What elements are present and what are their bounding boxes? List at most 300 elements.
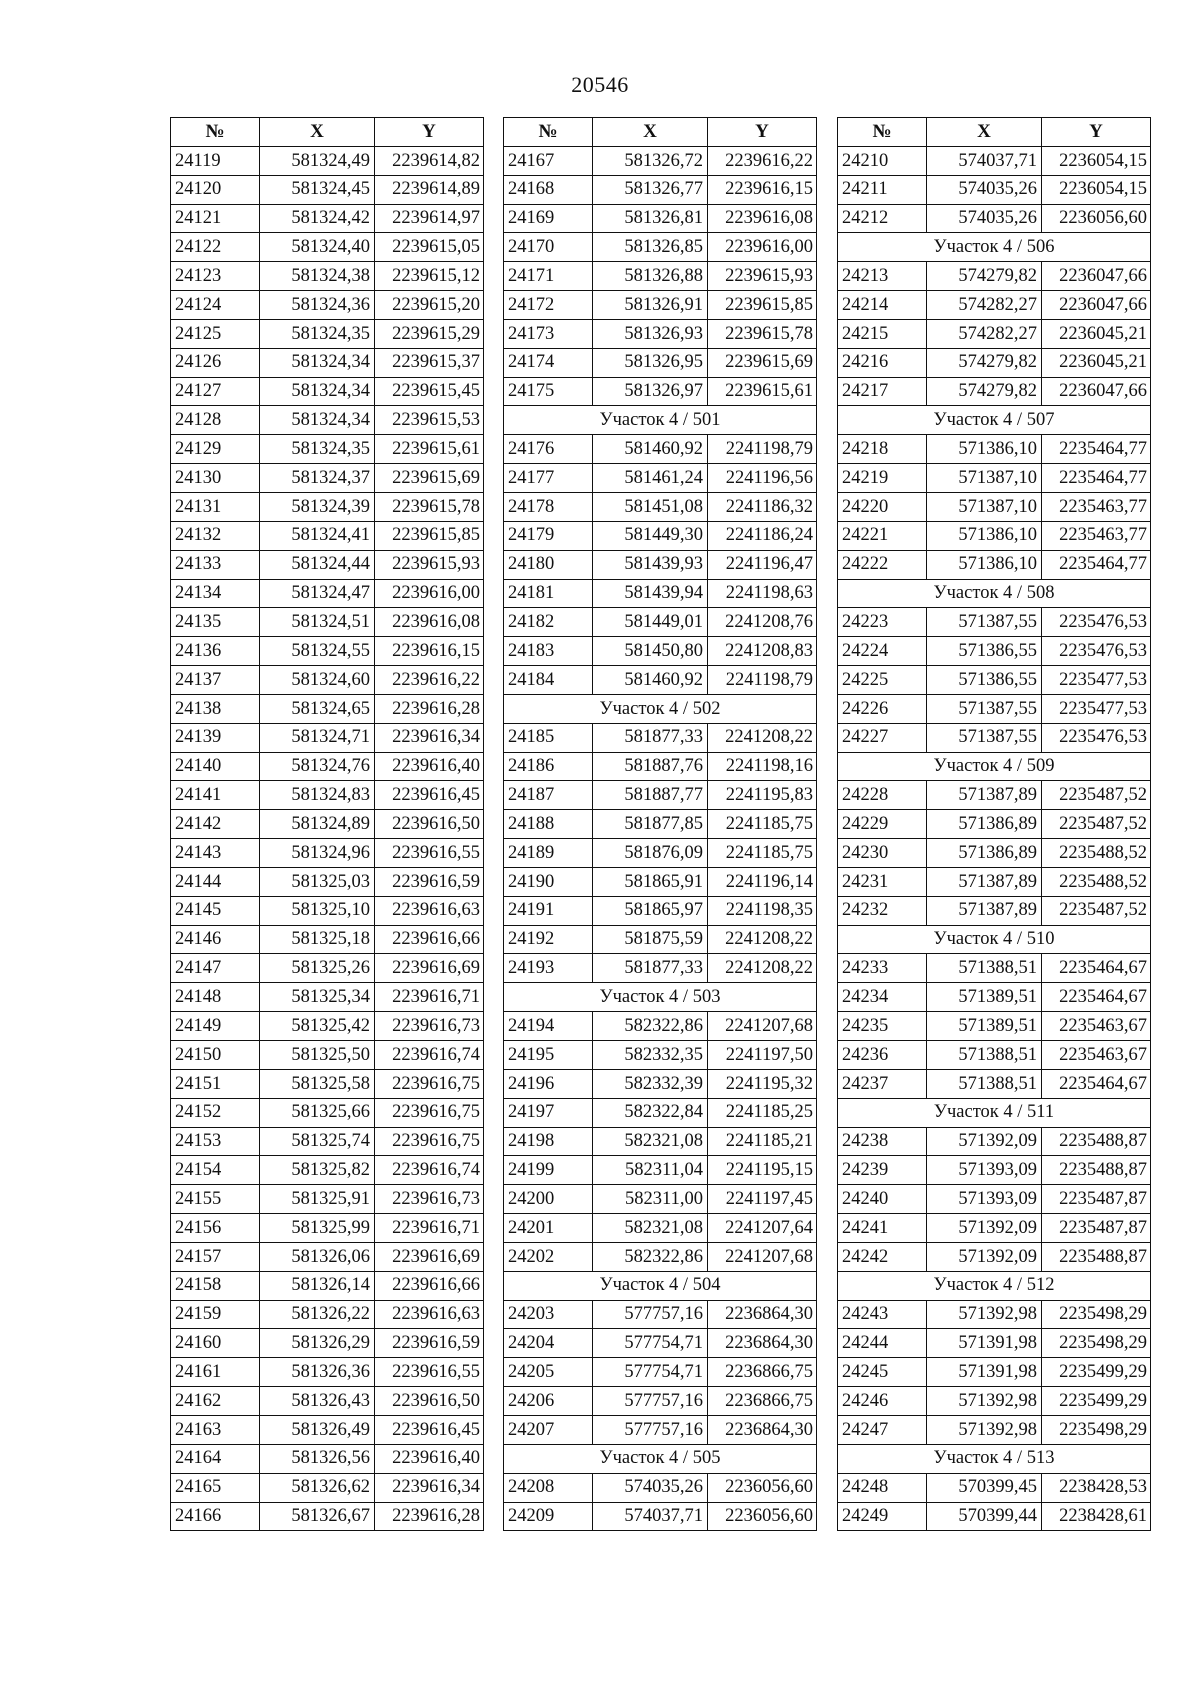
table-row — [504, 492, 817, 521]
table-row — [171, 752, 484, 781]
section-header-row — [838, 579, 1151, 608]
y-coordinate-cell: 2235464,77 — [1042, 435, 1151, 464]
y-coordinate-cell: 2239615,93 — [708, 262, 817, 291]
point-number-cell: 24241 — [838, 1214, 927, 1243]
x-coordinate-cell: 582322,86 — [593, 1012, 708, 1041]
table-row — [504, 752, 817, 781]
table-row — [504, 1242, 817, 1271]
x-coordinate-cell: 571386,89 — [927, 839, 1042, 868]
table-row — [171, 1473, 484, 1502]
point-number-cell: 24198 — [504, 1127, 593, 1156]
table-row — [838, 1041, 1151, 1070]
y-coordinate-cell: 2236045,21 — [1042, 348, 1151, 377]
table-row — [838, 896, 1151, 925]
table-row — [838, 983, 1151, 1012]
header-number: № — [838, 118, 927, 147]
y-coordinate-cell: 2241208,22 — [708, 925, 817, 954]
y-coordinate-cell: 2239616,69 — [375, 954, 484, 983]
y-coordinate-cell: 2241207,68 — [708, 1012, 817, 1041]
point-number-cell: 24202 — [504, 1242, 593, 1271]
table-row — [838, 1387, 1151, 1416]
y-coordinate-cell: 2239616,28 — [375, 1502, 484, 1531]
y-coordinate-cell: 2239615,93 — [375, 550, 484, 579]
point-number-cell: 24160 — [171, 1329, 260, 1358]
y-coordinate-cell: 2235477,53 — [1042, 694, 1151, 723]
y-coordinate-cell: 2236056,60 — [1042, 204, 1151, 233]
x-coordinate-cell: 581325,18 — [260, 925, 375, 954]
x-coordinate-cell: 581325,03 — [260, 867, 375, 896]
x-coordinate-cell: 581326,95 — [593, 348, 708, 377]
x-coordinate-cell: 574035,26 — [927, 175, 1042, 204]
x-coordinate-cell: 571392,09 — [927, 1127, 1042, 1156]
section-header-row — [504, 1271, 817, 1300]
point-number-cell: 24171 — [504, 262, 593, 291]
x-coordinate-cell: 581326,97 — [593, 377, 708, 406]
table-row — [504, 666, 817, 695]
y-coordinate-cell: 2241195,15 — [708, 1156, 817, 1185]
table-row — [171, 1185, 484, 1214]
x-coordinate-cell: 574282,27 — [927, 291, 1042, 320]
point-number-cell: 24188 — [504, 810, 593, 839]
header-x: X — [260, 118, 375, 147]
y-coordinate-cell: 2239616,63 — [375, 896, 484, 925]
point-number-cell: 24179 — [504, 521, 593, 550]
point-number-cell: 24139 — [171, 723, 260, 752]
point-number-cell: 24234 — [838, 983, 927, 1012]
point-number-cell: 24187 — [504, 781, 593, 810]
x-coordinate-cell: 577754,71 — [593, 1329, 708, 1358]
point-number-cell: 24151 — [171, 1069, 260, 1098]
table-row — [171, 291, 484, 320]
x-coordinate-cell: 581887,77 — [593, 781, 708, 810]
table-row — [171, 1358, 484, 1387]
table-row — [171, 204, 484, 233]
table-row — [171, 550, 484, 579]
table-header-row — [171, 118, 484, 147]
point-number-cell: 24186 — [504, 752, 593, 781]
table-row — [171, 867, 484, 896]
point-number-cell: 24223 — [838, 608, 927, 637]
y-coordinate-cell: 2239615,85 — [708, 291, 817, 320]
x-coordinate-cell: 581324,41 — [260, 521, 375, 550]
y-coordinate-cell: 2236054,15 — [1042, 146, 1151, 175]
table-row — [171, 1444, 484, 1473]
y-coordinate-cell: 2235498,29 — [1042, 1300, 1151, 1329]
point-number-cell: 24168 — [504, 175, 593, 204]
y-coordinate-cell: 2241208,76 — [708, 608, 817, 637]
table-row — [504, 521, 817, 550]
x-coordinate-cell: 581460,92 — [593, 666, 708, 695]
x-coordinate-cell: 581324,55 — [260, 637, 375, 666]
header-number: № — [171, 118, 260, 147]
point-number-cell: 24125 — [171, 319, 260, 348]
y-coordinate-cell: 2241195,83 — [708, 781, 817, 810]
y-coordinate-cell: 2235477,53 — [1042, 666, 1151, 695]
x-coordinate-cell: 581326,88 — [593, 262, 708, 291]
table-row — [171, 521, 484, 550]
y-coordinate-cell: 2241208,22 — [708, 723, 817, 752]
point-number-cell: 24182 — [504, 608, 593, 637]
x-coordinate-cell: 574279,82 — [927, 377, 1042, 406]
point-number-cell: 24229 — [838, 810, 927, 839]
table-row — [838, 1069, 1151, 1098]
x-coordinate-cell: 581324,65 — [260, 694, 375, 723]
point-number-cell: 24134 — [171, 579, 260, 608]
table-row — [838, 1242, 1151, 1271]
point-number-cell: 24213 — [838, 262, 927, 291]
x-coordinate-cell: 574035,26 — [593, 1473, 708, 1502]
point-number-cell: 24163 — [171, 1415, 260, 1444]
coordinate-table-3 — [837, 117, 1151, 1531]
x-coordinate-cell: 582311,00 — [593, 1185, 708, 1214]
x-coordinate-cell: 571392,09 — [927, 1242, 1042, 1271]
y-coordinate-cell: 2241195,32 — [708, 1069, 817, 1098]
point-number-cell: 24185 — [504, 723, 593, 752]
x-coordinate-cell: 581324,38 — [260, 262, 375, 291]
point-number-cell: 24219 — [838, 464, 927, 493]
table-row — [504, 608, 817, 637]
point-number-cell: 24176 — [504, 435, 593, 464]
page-number: 20546 — [571, 72, 629, 97]
y-coordinate-cell: 2238428,53 — [1042, 1473, 1151, 1502]
point-number-cell: 24218 — [838, 435, 927, 464]
x-coordinate-cell: 581324,35 — [260, 435, 375, 464]
x-coordinate-cell: 581324,37 — [260, 464, 375, 493]
point-number-cell: 24129 — [171, 435, 260, 464]
point-number-cell: 24141 — [171, 781, 260, 810]
point-number-cell: 24194 — [504, 1012, 593, 1041]
point-number-cell: 24208 — [504, 1473, 593, 1502]
point-number-cell: 24147 — [171, 954, 260, 983]
point-number-cell: 24181 — [504, 579, 593, 608]
y-coordinate-cell: 2239616,59 — [375, 1329, 484, 1358]
y-coordinate-cell: 2239615,61 — [375, 435, 484, 464]
header-y: Y — [375, 118, 484, 147]
table-row — [171, 1329, 484, 1358]
y-coordinate-cell: 2239616,73 — [375, 1012, 484, 1041]
x-coordinate-cell: 571387,55 — [927, 723, 1042, 752]
y-coordinate-cell: 2241185,75 — [708, 810, 817, 839]
point-number-cell: 24180 — [504, 550, 593, 579]
table-row — [838, 492, 1151, 521]
point-number-cell: 24197 — [504, 1098, 593, 1127]
y-coordinate-cell: 2241186,32 — [708, 492, 817, 521]
section-label: Участок 4 / 501 — [504, 406, 817, 435]
point-number-cell: 24144 — [171, 867, 260, 896]
point-number-cell: 24130 — [171, 464, 260, 493]
table-row — [838, 1473, 1151, 1502]
x-coordinate-cell: 581326,56 — [260, 1444, 375, 1473]
y-coordinate-cell: 2239615,78 — [375, 492, 484, 521]
x-coordinate-cell: 574037,71 — [927, 146, 1042, 175]
point-number-cell: 24222 — [838, 550, 927, 579]
y-coordinate-cell: 2241197,45 — [708, 1185, 817, 1214]
y-coordinate-cell: 2235464,67 — [1042, 1069, 1151, 1098]
table-row — [504, 1387, 817, 1416]
y-coordinate-cell: 2235488,87 — [1042, 1127, 1151, 1156]
point-number-cell: 24243 — [838, 1300, 927, 1329]
table-row — [838, 1156, 1151, 1185]
y-coordinate-cell: 2239615,78 — [708, 319, 817, 348]
x-coordinate-cell: 581326,77 — [593, 175, 708, 204]
x-coordinate-cell: 581877,85 — [593, 810, 708, 839]
table-row — [171, 781, 484, 810]
table-row — [171, 348, 484, 377]
point-number-cell: 24123 — [171, 262, 260, 291]
section-header-row — [838, 1271, 1151, 1300]
y-coordinate-cell: 2239616,40 — [375, 752, 484, 781]
y-coordinate-cell: 2235498,29 — [1042, 1329, 1151, 1358]
point-number-cell: 24228 — [838, 781, 927, 810]
x-coordinate-cell: 581324,49 — [260, 146, 375, 175]
x-coordinate-cell: 581325,74 — [260, 1127, 375, 1156]
x-coordinate-cell: 571386,89 — [927, 810, 1042, 839]
table-row — [504, 1069, 817, 1098]
y-coordinate-cell: 2236045,21 — [1042, 319, 1151, 348]
x-coordinate-cell: 581326,67 — [260, 1502, 375, 1531]
table-row — [504, 1300, 817, 1329]
y-coordinate-cell: 2241196,14 — [708, 867, 817, 896]
y-coordinate-cell: 2235476,53 — [1042, 723, 1151, 752]
table-row — [171, 435, 484, 464]
point-number-cell: 24248 — [838, 1473, 927, 1502]
table-row — [504, 233, 817, 262]
y-coordinate-cell: 2235499,29 — [1042, 1358, 1151, 1387]
y-coordinate-cell: 2239616,40 — [375, 1444, 484, 1473]
point-number-cell: 24126 — [171, 348, 260, 377]
table-row — [838, 666, 1151, 695]
table-row — [171, 954, 484, 983]
header-y: Y — [708, 118, 817, 147]
section-header-row — [838, 1444, 1151, 1473]
table-row — [504, 435, 817, 464]
y-coordinate-cell: 2236866,75 — [708, 1358, 817, 1387]
table-row — [171, 1041, 484, 1070]
x-coordinate-cell: 581324,44 — [260, 550, 375, 579]
table-row — [504, 867, 817, 896]
point-number-cell: 24244 — [838, 1329, 927, 1358]
table-row — [171, 319, 484, 348]
x-coordinate-cell: 571387,89 — [927, 867, 1042, 896]
table-row — [838, 781, 1151, 810]
y-coordinate-cell: 2239616,63 — [375, 1300, 484, 1329]
section-label: Участок 4 / 509 — [838, 752, 1151, 781]
x-coordinate-cell: 581326,14 — [260, 1271, 375, 1300]
table-row — [838, 723, 1151, 752]
y-coordinate-cell: 2236864,30 — [708, 1415, 817, 1444]
point-number-cell: 24245 — [838, 1358, 927, 1387]
y-coordinate-cell: 2239615,85 — [375, 521, 484, 550]
table-row — [171, 1012, 484, 1041]
table-row — [171, 1415, 484, 1444]
table-row — [838, 1012, 1151, 1041]
x-coordinate-cell: 574037,71 — [593, 1502, 708, 1531]
table-row — [838, 1185, 1151, 1214]
point-number-cell: 24200 — [504, 1185, 593, 1214]
x-coordinate-cell: 581324,76 — [260, 752, 375, 781]
x-coordinate-cell: 582322,84 — [593, 1098, 708, 1127]
y-coordinate-cell: 2239616,28 — [375, 694, 484, 723]
point-number-cell: 24142 — [171, 810, 260, 839]
y-coordinate-cell: 2236056,60 — [708, 1473, 817, 1502]
y-coordinate-cell: 2241185,21 — [708, 1127, 817, 1156]
section-header-row — [504, 1444, 817, 1473]
table-row — [504, 1012, 817, 1041]
y-coordinate-cell: 2236047,66 — [1042, 291, 1151, 320]
x-coordinate-cell: 581449,01 — [593, 608, 708, 637]
y-coordinate-cell: 2239616,75 — [375, 1127, 484, 1156]
point-number-cell: 24119 — [171, 146, 260, 175]
x-coordinate-cell: 571386,10 — [927, 521, 1042, 550]
point-number-cell: 24145 — [171, 896, 260, 925]
x-coordinate-cell: 582321,08 — [593, 1214, 708, 1243]
point-number-cell: 24124 — [171, 291, 260, 320]
table-row — [171, 1300, 484, 1329]
x-coordinate-cell: 571392,98 — [927, 1300, 1042, 1329]
table-row — [838, 146, 1151, 175]
section-header-row — [838, 406, 1151, 435]
point-number-cell: 24211 — [838, 175, 927, 204]
point-number-cell: 24143 — [171, 839, 260, 868]
y-coordinate-cell: 2239616,15 — [375, 637, 484, 666]
y-coordinate-cell: 2239616,08 — [375, 608, 484, 637]
point-number-cell: 24183 — [504, 637, 593, 666]
point-number-cell: 24231 — [838, 867, 927, 896]
table-row — [504, 146, 817, 175]
table-row — [838, 637, 1151, 666]
table-row — [171, 1156, 484, 1185]
point-number-cell: 24137 — [171, 666, 260, 695]
point-number-cell: 24136 — [171, 637, 260, 666]
y-coordinate-cell: 2239616,45 — [375, 1415, 484, 1444]
x-coordinate-cell: 581875,59 — [593, 925, 708, 954]
y-coordinate-cell: 2241185,75 — [708, 839, 817, 868]
y-coordinate-cell: 2235463,67 — [1042, 1012, 1151, 1041]
point-number-cell: 24236 — [838, 1041, 927, 1070]
x-coordinate-cell: 571386,55 — [927, 666, 1042, 695]
table-row — [171, 925, 484, 954]
x-coordinate-cell: 581887,76 — [593, 752, 708, 781]
x-coordinate-cell: 581324,42 — [260, 204, 375, 233]
y-coordinate-cell: 2239614,97 — [375, 204, 484, 233]
x-coordinate-cell: 574035,26 — [927, 204, 1042, 233]
table-row — [838, 377, 1151, 406]
table-row — [171, 666, 484, 695]
y-coordinate-cell: 2239616,22 — [708, 146, 817, 175]
table-row — [838, 1300, 1151, 1329]
y-coordinate-cell: 2241207,68 — [708, 1242, 817, 1271]
y-coordinate-cell: 2241208,83 — [708, 637, 817, 666]
section-header-row — [504, 406, 817, 435]
header-x: X — [927, 118, 1042, 147]
x-coordinate-cell: 581449,30 — [593, 521, 708, 550]
table-row — [838, 204, 1151, 233]
y-coordinate-cell: 2239615,53 — [375, 406, 484, 435]
table-row — [838, 175, 1151, 204]
table-row — [838, 435, 1151, 464]
y-coordinate-cell: 2241207,64 — [708, 1214, 817, 1243]
x-coordinate-cell: 581325,26 — [260, 954, 375, 983]
section-label: Участок 4 / 506 — [838, 233, 1151, 262]
table-row — [171, 1214, 484, 1243]
y-coordinate-cell: 2235463,67 — [1042, 1041, 1151, 1070]
y-coordinate-cell: 2236054,15 — [1042, 175, 1151, 204]
point-number-cell: 24138 — [171, 694, 260, 723]
point-number-cell: 24127 — [171, 377, 260, 406]
table-row — [838, 1214, 1151, 1243]
y-coordinate-cell: 2236864,30 — [708, 1329, 817, 1358]
x-coordinate-cell: 571391,98 — [927, 1358, 1042, 1387]
point-number-cell: 24156 — [171, 1214, 260, 1243]
point-number-cell: 24206 — [504, 1387, 593, 1416]
table-row — [504, 291, 817, 320]
point-number-cell: 24215 — [838, 319, 927, 348]
table-row — [838, 1329, 1151, 1358]
point-number-cell: 24237 — [838, 1069, 927, 1098]
y-coordinate-cell: 2239615,37 — [375, 348, 484, 377]
x-coordinate-cell: 581324,35 — [260, 319, 375, 348]
x-coordinate-cell: 582321,08 — [593, 1127, 708, 1156]
x-coordinate-cell: 581324,47 — [260, 579, 375, 608]
table-row — [504, 1041, 817, 1070]
point-number-cell: 24128 — [171, 406, 260, 435]
section-header-row — [504, 694, 817, 723]
table-row — [171, 810, 484, 839]
x-coordinate-cell: 581324,34 — [260, 406, 375, 435]
table-row — [838, 319, 1151, 348]
table-row — [838, 608, 1151, 637]
y-coordinate-cell: 2241196,47 — [708, 550, 817, 579]
table-row — [171, 694, 484, 723]
x-coordinate-cell: 581326,91 — [593, 291, 708, 320]
table-row — [838, 839, 1151, 868]
point-number-cell: 24166 — [171, 1502, 260, 1531]
table-row — [838, 521, 1151, 550]
y-coordinate-cell: 2239614,89 — [375, 175, 484, 204]
x-coordinate-cell: 571393,09 — [927, 1156, 1042, 1185]
table-row — [504, 723, 817, 752]
y-coordinate-cell: 2235464,77 — [1042, 550, 1151, 579]
table-row — [171, 175, 484, 204]
point-number-cell: 24209 — [504, 1502, 593, 1531]
y-coordinate-cell: 2239616,74 — [375, 1156, 484, 1185]
table-row — [504, 810, 817, 839]
table-row — [504, 781, 817, 810]
y-coordinate-cell: 2241185,25 — [708, 1098, 817, 1127]
table-row — [838, 694, 1151, 723]
x-coordinate-cell: 581324,89 — [260, 810, 375, 839]
table-row — [171, 1242, 484, 1271]
table-row — [838, 1358, 1151, 1387]
table-row — [504, 579, 817, 608]
table-row — [171, 1098, 484, 1127]
x-coordinate-cell: 581876,09 — [593, 839, 708, 868]
x-coordinate-cell: 581325,58 — [260, 1069, 375, 1098]
table-row — [171, 1387, 484, 1416]
y-coordinate-cell: 2241198,79 — [708, 666, 817, 695]
x-coordinate-cell: 577757,16 — [593, 1387, 708, 1416]
table-row — [171, 464, 484, 493]
point-number-cell: 24173 — [504, 319, 593, 348]
section-label: Участок 4 / 502 — [504, 694, 817, 723]
x-coordinate-cell: 581326,62 — [260, 1473, 375, 1502]
table-row — [504, 1415, 817, 1444]
point-number-cell: 24230 — [838, 839, 927, 868]
point-number-cell: 24155 — [171, 1185, 260, 1214]
x-coordinate-cell: 581450,80 — [593, 637, 708, 666]
y-coordinate-cell: 2235476,53 — [1042, 608, 1151, 637]
table-row — [504, 175, 817, 204]
